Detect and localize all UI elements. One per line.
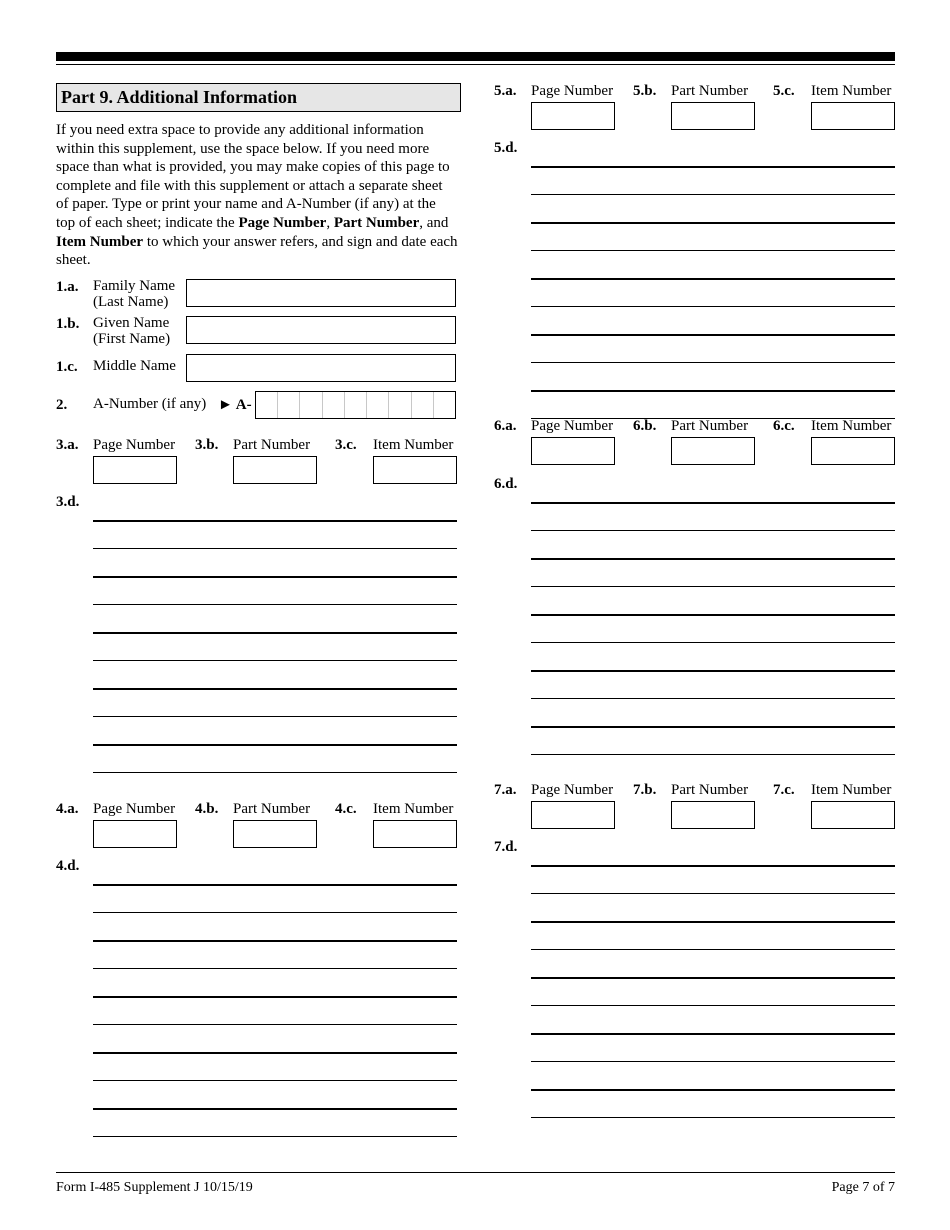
item-number-7d: 7.d. [494, 839, 518, 855]
a-number-prefix: ► A- [218, 397, 252, 413]
part-number-input-3[interactable] [233, 456, 317, 484]
footer-form-id: Form I-485 Supplement J 10/15/19 [56, 1180, 253, 1195]
answer-line-6d[interactable] [531, 558, 895, 560]
part-9-header: Part 9. Additional Information [56, 83, 461, 112]
item-number-label-7: Item Number [811, 782, 892, 798]
page-number-label-7: Page Number [531, 782, 614, 798]
page-number-input-4[interactable] [93, 820, 177, 848]
item-number-label-5: Item Number [811, 83, 892, 99]
answer-line-4d[interactable] [93, 1108, 457, 1110]
intro-text [56, 121, 458, 270]
intro-segment: , [326, 214, 334, 231]
part-number-label-7: Part Number [671, 782, 749, 798]
answer-line-4d[interactable] [93, 968, 457, 969]
answer-line-5d[interactable] [531, 194, 895, 195]
answer-line-5d[interactable] [531, 222, 895, 224]
page-number-label-6: Page Number [531, 418, 614, 434]
given-name-label: Given Name [93, 315, 170, 331]
answer-line-6d[interactable] [531, 754, 895, 755]
answer-line-3d[interactable] [93, 520, 457, 522]
a-number-digit-cell [278, 392, 300, 418]
item-number-input-3[interactable] [373, 456, 457, 484]
item-number-6c: 6.c. [773, 418, 795, 434]
answer-line-3d[interactable] [93, 548, 457, 549]
answer-line-4d[interactable] [93, 1136, 457, 1137]
top-rule-thin [56, 64, 895, 65]
answer-line-6d[interactable] [531, 530, 895, 531]
page-number-input-7[interactable] [531, 801, 615, 829]
answer-line-7d[interactable] [531, 1033, 895, 1035]
item-number-7a: 7.a. [494, 782, 517, 798]
answer-line-3d[interactable] [93, 632, 457, 634]
middle-name-label: Middle Name [93, 358, 176, 374]
part-number-label-3: Part Number [233, 437, 311, 453]
item-number-6a: 6.a. [494, 418, 517, 434]
item-number-2: 2. [56, 397, 68, 413]
answer-line-4d[interactable] [93, 884, 457, 886]
a-number-digit-cell [323, 392, 345, 418]
middle-name-input[interactable] [186, 354, 456, 382]
a-number-digit-cell [345, 392, 367, 418]
given-name-input[interactable] [186, 316, 456, 344]
page-number-input-5[interactable] [531, 102, 615, 130]
item-number-input-5[interactable] [811, 102, 895, 130]
answer-line-6d[interactable] [531, 698, 895, 699]
item-number-4a: 4.a. [56, 801, 79, 817]
item-number-5b: 5.b. [633, 83, 657, 99]
page-number-label-3: Page Number [93, 437, 176, 453]
page-number-label-5: Page Number [531, 83, 614, 99]
answer-line-3d[interactable] [93, 604, 457, 605]
answer-line-7d[interactable] [531, 949, 895, 950]
answer-line-6d[interactable] [531, 642, 895, 643]
item-number-input-6[interactable] [811, 437, 895, 465]
answer-line-7d[interactable] [531, 977, 895, 979]
a-number-digit-cell [300, 392, 322, 418]
item-number-3b: 3.b. [195, 437, 219, 453]
answer-line-5d[interactable] [531, 250, 895, 251]
answer-line-4d[interactable] [93, 996, 457, 998]
answer-line-6d[interactable] [531, 670, 895, 672]
answer-line-3d[interactable] [93, 660, 457, 661]
a-number-digit-cell [256, 392, 278, 418]
answer-line-4d[interactable] [93, 1080, 457, 1081]
item-number-5a: 5.a. [494, 83, 517, 99]
item-number-7b: 7.b. [633, 782, 657, 798]
answer-line-4d[interactable] [93, 912, 457, 913]
answer-line-5d[interactable] [531, 390, 895, 392]
item-number-3a: 3.a. [56, 437, 79, 453]
item-number-1b: 1.b. [56, 316, 80, 332]
answer-line-6d[interactable] [531, 726, 895, 728]
answer-line-5d[interactable] [531, 334, 895, 336]
item-number-7c: 7.c. [773, 782, 795, 798]
answer-line-6d[interactable] [531, 502, 895, 504]
answer-line-7d[interactable] [531, 1089, 895, 1091]
given-name-sublabel: (First Name) [93, 331, 171, 347]
answer-line-5d[interactable] [531, 166, 895, 168]
footer-rule [56, 1172, 895, 1173]
answer-line-6d[interactable] [531, 614, 895, 616]
answer-line-5d[interactable] [531, 362, 895, 363]
part-number-label-5: Part Number [671, 83, 749, 99]
item-number-5c: 5.c. [773, 83, 795, 99]
answer-line-4d[interactable] [93, 940, 457, 942]
a-number-digit-cell [412, 392, 434, 418]
item-number-label-4: Item Number [373, 801, 454, 817]
a-number-digit-cell [389, 392, 411, 418]
item-number-1c: 1.c. [56, 359, 78, 375]
page-number-input-6[interactable] [531, 437, 615, 465]
item-number-4c: 4.c. [335, 801, 357, 817]
intro-bold-part: Part Number [333, 214, 420, 231]
answer-line-3d[interactable] [93, 688, 457, 690]
intro-segment: If you need extra space to provide any additional information within this supplement, use the space below. If you need more space than what is provided, you may make copies of this page to complete and file with this supplement or attach a separate sheet of paper. Type or print your name and A-Number (if any) at the top of each sheet; indicate the [56, 122, 450, 231]
intro-segment: to which your answer refers, and sign and date each sheet. [56, 233, 458, 269]
footer-page-number: Page 7 of 7 [831, 1180, 895, 1195]
item-number-input-4[interactable] [373, 820, 457, 848]
answer-line-7d[interactable] [531, 1117, 895, 1118]
item-number-6d: 6.d. [494, 476, 518, 492]
item-number-label-3: Item Number [373, 437, 454, 453]
page-number-input-3[interactable] [93, 456, 177, 484]
family-name-sublabel: (Last Name) [93, 294, 169, 310]
answer-line-3d[interactable] [93, 576, 457, 578]
family-name-label: Family Name [93, 278, 176, 294]
part-number-label-4: Part Number [233, 801, 311, 817]
top-rule-thick [56, 52, 895, 61]
answer-line-7d[interactable] [531, 865, 895, 867]
item-number-6b: 6.b. [633, 418, 657, 434]
answer-line-4d[interactable] [93, 1052, 457, 1054]
answer-line-3d[interactable] [93, 744, 457, 746]
item-number-1a: 1.a. [56, 279, 79, 295]
answer-line-7d[interactable] [531, 1005, 895, 1006]
answer-line-3d[interactable] [93, 772, 457, 773]
answer-line-5d[interactable] [531, 306, 895, 307]
answer-line-7d[interactable] [531, 893, 895, 894]
answer-line-7d[interactable] [531, 1061, 895, 1062]
a-number-digit-cell [434, 392, 455, 418]
item-number-3d: 3.d. [56, 494, 80, 510]
part-number-label-6: Part Number [671, 418, 749, 434]
intro-bold-page: Page Number [238, 214, 327, 231]
item-number-3c: 3.c. [335, 437, 357, 453]
item-number-4d: 4.d. [56, 858, 80, 874]
a-number-label: A-Number (if any) [93, 396, 207, 412]
intro-bold-item: Item Number [56, 233, 144, 250]
part-number-input-5[interactable] [671, 102, 755, 130]
part-number-input-6[interactable] [671, 437, 755, 465]
answer-line-5d[interactable] [531, 278, 895, 280]
answer-line-4d[interactable] [93, 1024, 457, 1025]
item-number-label-6: Item Number [811, 418, 892, 434]
item-number-input-7[interactable] [811, 801, 895, 829]
a-number-input[interactable] [255, 391, 456, 419]
intro-segment: , and [419, 214, 449, 231]
answer-line-3d[interactable] [93, 716, 457, 717]
answer-line-7d[interactable] [531, 921, 895, 923]
part-number-input-4[interactable] [233, 820, 317, 848]
item-number-5d: 5.d. [494, 140, 518, 156]
answer-line-6d[interactable] [531, 586, 895, 587]
family-name-input[interactable] [186, 279, 456, 307]
item-number-4b: 4.b. [195, 801, 219, 817]
part-number-input-7[interactable] [671, 801, 755, 829]
a-number-digit-cell [367, 392, 389, 418]
page-number-label-4: Page Number [93, 801, 176, 817]
